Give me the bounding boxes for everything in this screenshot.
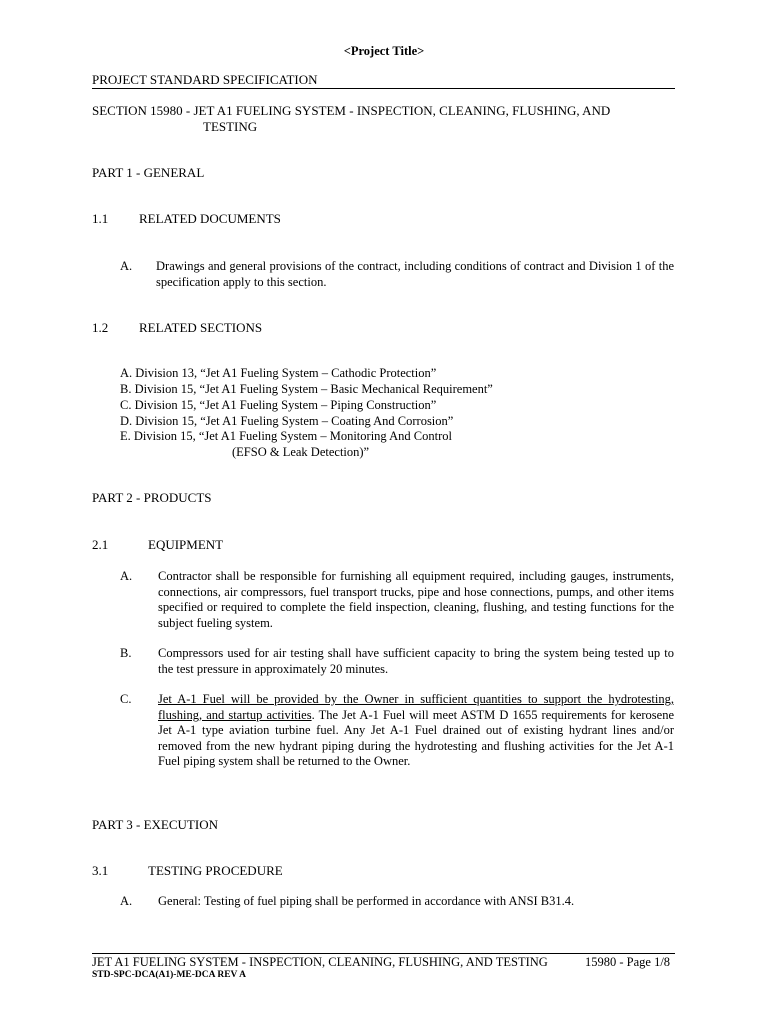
part2-heading: PART 2 - PRODUCTS — [92, 490, 212, 505]
footer-rule — [92, 953, 675, 954]
s11-title: RELATED DOCUMENTS — [139, 211, 281, 226]
s12-title: RELATED SECTIONS — [139, 320, 263, 335]
project-title: <Project Title> — [343, 44, 425, 58]
s21-c-underlined: Jet A-1 Fuel will be provided by the Owner in sufficient quantities to support the hydrotesting, flushing, and startup activities — [158, 692, 674, 722]
related-item-e: E. Division 15, “Jet A1 Fueling System – Monitoring And Control — [120, 429, 452, 443]
s12-number: 1.2 — [92, 320, 109, 335]
s11-a-label: A. — [120, 259, 133, 273]
s21-b-text: Compressors used for air testing shall have sufficient capacity to bring the system being tested up to the test pressure in approximately 20 minutes. — [158, 646, 674, 676]
s31-a-text: General: Testing of fuel piping shall be performed in accordance with ANSI B31.4. — [158, 894, 575, 908]
s31-a-label: A. — [120, 894, 133, 908]
s21-c-label: C. — [120, 692, 132, 706]
related-item-d: D. Division 15, “Jet A1 Fueling System – Coating And Corrosion” — [120, 414, 454, 428]
s31-number: 3.1 — [92, 863, 109, 878]
s21-a-label: A. — [120, 569, 133, 583]
related-item-b: B. Division 15, “Jet A1 Fueling System – Basic Mechanical Requirement” — [120, 382, 493, 396]
spec-label: PROJECT STANDARD SPECIFICATION — [92, 72, 318, 87]
footer-page-number: 15980 - Page 1/8 — [585, 955, 671, 969]
footer-doc-code: STD-SPC-DCA(A1)-ME-DCA REV A — [92, 970, 246, 980]
s11-number: 1.1 — [92, 211, 109, 226]
s21-a-text: Contractor shall be responsible for furnishing all equipment required, including gauges, instruments, connections, air compressors, fuel transport trucks, pipe and hose connections, pumps, and other items specified or required to complete the field inspection, cleaning, flushing, and testing functions for the subject fueling system. — [158, 569, 674, 630]
s31-title: TESTING PROCEDURE — [148, 863, 283, 878]
related-item-c: C. Division 15, “Jet A1 Fueling System – Piping Construction” — [120, 398, 437, 412]
part1-heading: PART 1 - GENERAL — [92, 165, 205, 180]
s21-title: EQUIPMENT — [148, 537, 224, 552]
footer-title: JET A1 FUELING SYSTEM - INSPECTION, CLEANING, FLUSHING, AND TESTING — [92, 955, 548, 969]
section-title-line2: TESTING — [203, 119, 258, 134]
s21-number: 2.1 — [92, 537, 109, 552]
s21-b-label: B. — [120, 646, 132, 660]
s21-c-rest: . The Jet A-1 Fuel will meet ASTM D 1655 requirements for kerosene Jet A-1 type aviation turbine fuel. Any Jet A-1 Fuel drained out of existing hydrant lines and/or removed from the new hydrant piping during the hydrotesting and flushing activities for the Jet A-1 Fuel piping system shall be returned to the Owner. — [158, 707, 675, 769]
part3-heading: PART 3 - EXECUTION — [92, 817, 218, 832]
related-item-a: A. Division 13, “Jet A1 Fueling System – Cathodic Protection” — [120, 366, 437, 380]
section-title-line1: SECTION 15980 - JET A1 FUELING SYSTEM - INSPECTION, CLEANING, FLUSHING, AND — [92, 103, 611, 118]
related-item-e-cont: (EFSO & Leak Detection)” — [232, 445, 370, 459]
header-rule — [92, 88, 675, 89]
s11-a-text: Drawings and general provisions of the contract, including conditions of contract and Division 1 of the specification apply to this section. — [156, 259, 674, 289]
s21-c-text — [158, 692, 674, 770]
